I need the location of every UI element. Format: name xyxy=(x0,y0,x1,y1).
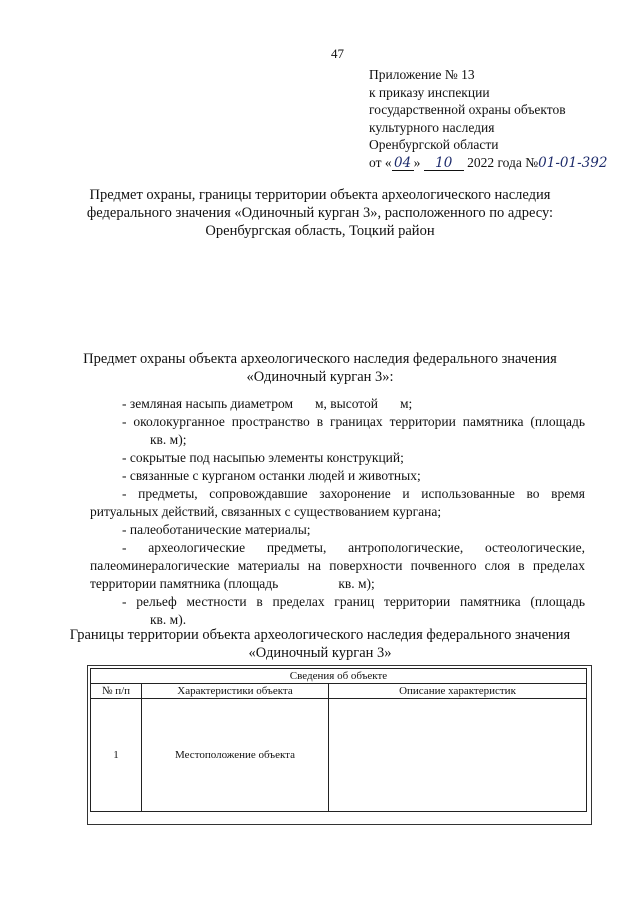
list-item: - палеоботанические материалы; xyxy=(122,522,311,537)
appendix-line: к приказу инспекции xyxy=(369,84,490,100)
document-title: Предмет охраны, границы территории объекта археологического наследия федерального значения «Одиночный курган 3», расположенного по адресу: Оренбургская область, Тоцкий район xyxy=(86,187,554,239)
table-row xyxy=(91,699,587,812)
table-cell: Местоположение объекта xyxy=(142,699,329,812)
list-item: - связанные с курганом останки людей и животных; xyxy=(122,468,421,483)
appendix-line: государственной охраны объектов xyxy=(369,102,566,117)
table-cell xyxy=(329,699,587,812)
subject-heading: Предмет охраны объекта археологического наследия федерального значения «Одиночный курган 3»: xyxy=(83,351,557,385)
date-year: 2022 года № xyxy=(467,154,539,170)
date-day-handwritten: 04 xyxy=(392,156,414,171)
date-month-handwritten: 10 xyxy=(424,156,464,171)
appendix-line: Приложение № 13 xyxy=(369,67,475,82)
date-mid: » xyxy=(413,154,421,170)
list-item: - рельеф местности в пределах границ территории памятника (площадькв. м). xyxy=(122,594,585,627)
column-header: Описание характеристик xyxy=(329,684,587,699)
column-header: № п/п xyxy=(91,684,142,699)
date-prefix: от « xyxy=(369,154,392,170)
table-caption-row xyxy=(91,669,587,684)
table-header-row xyxy=(91,684,587,699)
list-item: - околокурганное пространство в границах территории памятника (площадькв. м); xyxy=(122,414,585,447)
list-item: - предметы, сопровождавшие захоронение и использованные во время ритуальных действий, связанных с существованием кургана; xyxy=(90,486,585,519)
appendix-block xyxy=(369,66,607,172)
appendix-line: Оренбургской области xyxy=(369,137,499,152)
page-number: 47 xyxy=(331,46,344,61)
table-caption: Сведения об объекте xyxy=(91,669,587,684)
list-item: - сокрытые под насыпью элементы конструкций; xyxy=(122,450,404,465)
appendix-date-line xyxy=(369,154,607,173)
list-item: - археологические предметы, антропологические, остеологические, палеоминералогические материалы на поверхности почвенного слоя в пределах территории памятника (площадь кв. м); xyxy=(90,540,585,591)
bounds-heading: Границы территории объекта археологического наследия федерального значения «Одиночный курган 3» xyxy=(69,627,571,661)
protection-items-list xyxy=(90,395,585,629)
list-item: - земляная насыпь диаметром м, высотой м; xyxy=(122,396,413,411)
appendix-line: культурного наследия xyxy=(369,119,495,135)
column-header: Характеристики объекта xyxy=(142,684,329,699)
object-info-table xyxy=(90,668,587,812)
doc-number-handwritten: 01-01-392 xyxy=(538,154,608,171)
table-cell: 1 xyxy=(91,699,142,812)
